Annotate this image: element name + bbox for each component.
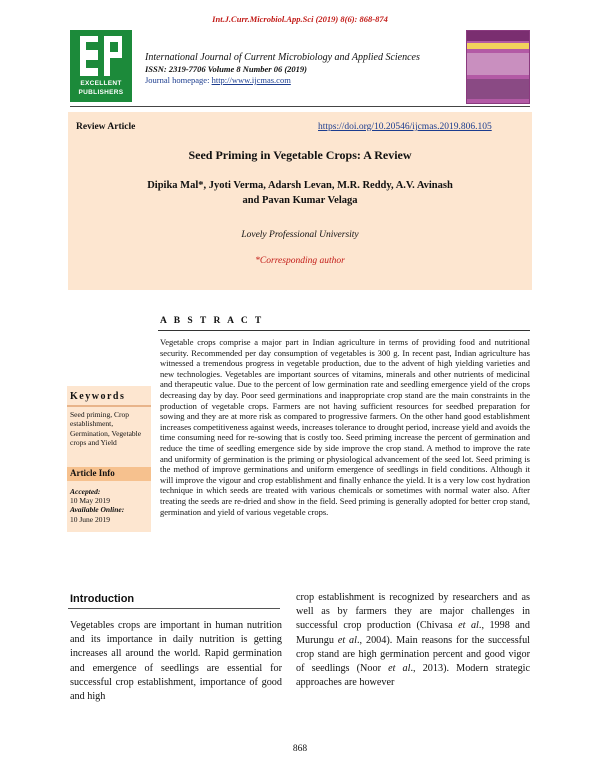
page-number: 868 [292, 744, 308, 754]
accepted-label: Accepted: [70, 487, 101, 496]
affiliation: Lovely Professional University [241, 230, 359, 240]
intro-right-text-2: ., 1998 and Murungu [296, 620, 530, 646]
journal-info [145, 52, 465, 86]
journal-homepage [145, 75, 465, 86]
keywords-heading: Keywords [70, 391, 126, 402]
intro-etal-1: et al [458, 620, 479, 632]
journal-cover-thumbnail [466, 30, 530, 104]
publisher-logo [70, 30, 132, 102]
abstract-heading: A B S T R A C T [160, 316, 264, 326]
author-list [68, 178, 532, 208]
accepted-date: 10 May 2019 [70, 496, 110, 506]
intro-right-text-1: crop establishment is recognized by researchers and as well as by farmers they are major challenges in successful crop production (Chivasa [296, 592, 530, 632]
article-type: Review Article [76, 122, 136, 132]
intro-left-column: Vegetables crops are important in human nutrition and its importance in daily nutrition is getting increases all around the world. Rapid germination and emergence of seedlings are essential for successful crop establishment, importance of good and high [70, 620, 282, 703]
article-info-heading-bar [67, 467, 151, 481]
intro-right-text-3: ., 2004). Main reasons for the successful crop stand are high germination percent and good vigor of seedlings (Noor [296, 634, 530, 675]
header-divider [70, 106, 530, 107]
ep-logo-icon [78, 34, 124, 78]
homepage-label: Journal homepage: [145, 75, 212, 85]
available-label: Available Online: [70, 505, 125, 515]
intro-right-column [296, 591, 530, 690]
abstract-divider [158, 330, 530, 331]
homepage-link[interactable]: http://www.ijcmas.com [211, 75, 291, 85]
available-date: 10 June 2019 [70, 514, 110, 524]
intro-etal-2: et al [337, 634, 357, 646]
authors-line-1: Dipika Mal*, Jyoti Verma, Adarsh Levan, M.R. Reddy, A.V. Avinash [147, 180, 453, 191]
logo-caption-excellent: EXCELLENT [80, 80, 122, 87]
article-title: Seed Priming in Vegetable Crops: A Review [188, 148, 412, 162]
logo-caption-publishers: PUBLISHERS [78, 89, 124, 96]
article-info-heading: Article Info [70, 468, 115, 478]
journal-issn: ISSN: 2319-7706 Volume 8 Number 06 (2019) [145, 64, 307, 74]
authors-line-2: and Pavan Kumar Velaga [242, 195, 358, 206]
introduction-divider [68, 608, 280, 609]
intro-etal-3: et al [388, 663, 411, 675]
doi-link[interactable]: https://doi.org/10.20546/ijcmas.2019.806.105 [318, 122, 492, 132]
corresponding-author-note: *Corresponding author [255, 256, 345, 266]
introduction-heading: Introduction [70, 593, 135, 605]
intro-right-text-4: ., 2013). Modern strategic approaches are however [296, 663, 531, 689]
keywords-divider [67, 405, 151, 407]
article-info-dates [70, 487, 150, 524]
abstract-text: Vegetable crops comprise a major part in Indian agriculture in terms of providing food and nutritional security. Recommended per day consumption of vegetables is 300 g. In recent past, Indian agriculture has witnessed a tremendous progress in vegetable production, due to the advent of high yielding varieties and new technologies. Vegetables are important sources of vitamins, minerals and other nutrients of medicinal and therapeutic value. Due to the percent of low germination rate and seedling emergence yield of the crops decreasing day by day. Poor seed germinations and inappropriate crop stand are the main constraints in the production of vegetable crops. Farmers are not having sufficient resources for seedbed preparation for sowing and they are at more risk as compared to progressive farmers. On the other hand good establishment increases competitiveness against weeds, increases tolerance to drought period, increase yield and avoids the time consuming need for re-sowing that is costly too. Seed priming increase the percent of germination and reduce the time of seedling emergence side by side improve the crop stand. A method to improve the rate and uniformity of germination is the priming or physiological advancement of the seed lot. Seed priming is the method of improve germinations and uniform emergence of seedlings in field conditions. Although it will improve the vigour and crop establishment and finally enhance the yield. It is a very low cost hydration technique in which seeds are treated with various chemicals or sometimes with normal water also. After treating the seeds are re-dried and show in the field. Seed priming is generally adopted for better crop stand, germination and yield of various vegetable crops. [160, 337, 530, 517]
running-header-citation: Int.J.Curr.Microbiol.App.Sci (2019) 8(6): 868-874 [212, 14, 388, 24]
keywords-list: Seed priming, Crop establishment, Germination, Vegetable crops and Yield [70, 410, 142, 448]
journal-name: International Journal of Current Microbiology and Applied Sciences [145, 52, 420, 63]
